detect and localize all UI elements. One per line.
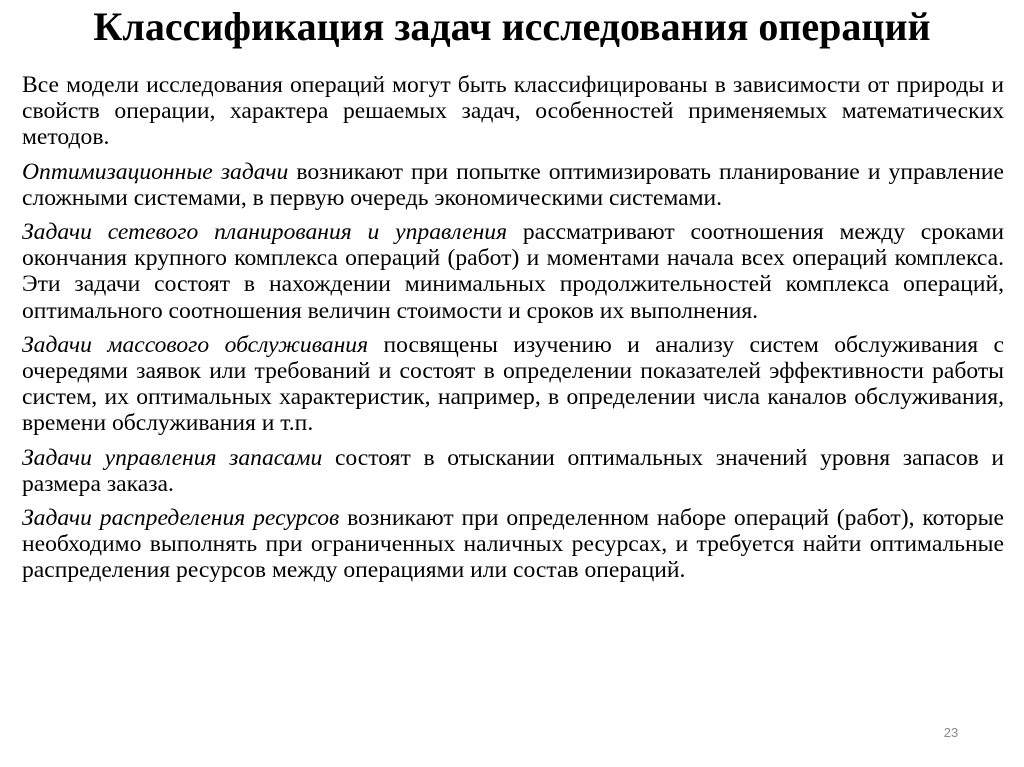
paragraph-text: возникают при попытке оптимизировать планирование и управление сложными системами, в первую очередь экономическими системами.	[22, 158, 1005, 211]
paragraph-term: Задачи управления запасами	[22, 444, 323, 471]
paragraph-term: Задачи сетевого планирования и управления	[22, 219, 508, 246]
paragraph-inventory	[22, 445, 1004, 497]
paragraph-intro	[22, 72, 1004, 151]
slide-title: Классификация задач исследования операций	[93, 4, 931, 49]
paragraph-optimization	[22, 159, 1004, 211]
page-number: 23	[943, 725, 959, 740]
paragraph-term: Задачи массового обслуживания	[22, 331, 369, 358]
paragraph-network-planning	[22, 219, 1004, 324]
paragraph-text: рассматривают соотношения между сроками окончания крупного комплекса операций (работ) и моментами начала всех операций комплекса. Эти задачи состоят в нахождении минимальных продолжительностей комплекса операций, оптимального соотношения величин стоимости и сроков их выполнения.	[22, 219, 1005, 324]
paragraph-resource-allocation	[22, 505, 1004, 584]
paragraph-text: возникают при определенном наборе операций (работ), которые необходимо выполнять при ограниченных наличных ресурсах, и требуется найти оптимальные распределения ресурсов между операциями или состав операций.	[22, 505, 1004, 584]
paragraph-text: посвящены изучению и анализу систем обслуживания с очередями заявок или требований и состоят в определении показателей эффективности работы систем, их оптимальных характеристик, например, в определении числа каналов обслуживания, времени обслуживания и т.п.	[22, 331, 1004, 437]
paragraph-queueing	[22, 332, 1004, 437]
paragraph-term: Задачи распределения ресурсов	[22, 505, 340, 532]
paragraph-text: состоят в отыскании оптимальных значений уровня запасов и размера заказа.	[22, 444, 1004, 497]
paragraph-term: Оптимизационные задачи	[22, 158, 289, 185]
slide-body	[22, 72, 1004, 592]
paragraph-text: Все модели исследования операций могут быть классифицированы в зависимости от природы и свойств операции, характера решаемых задач, особенностей применяемых математических методов.	[22, 72, 1004, 151]
